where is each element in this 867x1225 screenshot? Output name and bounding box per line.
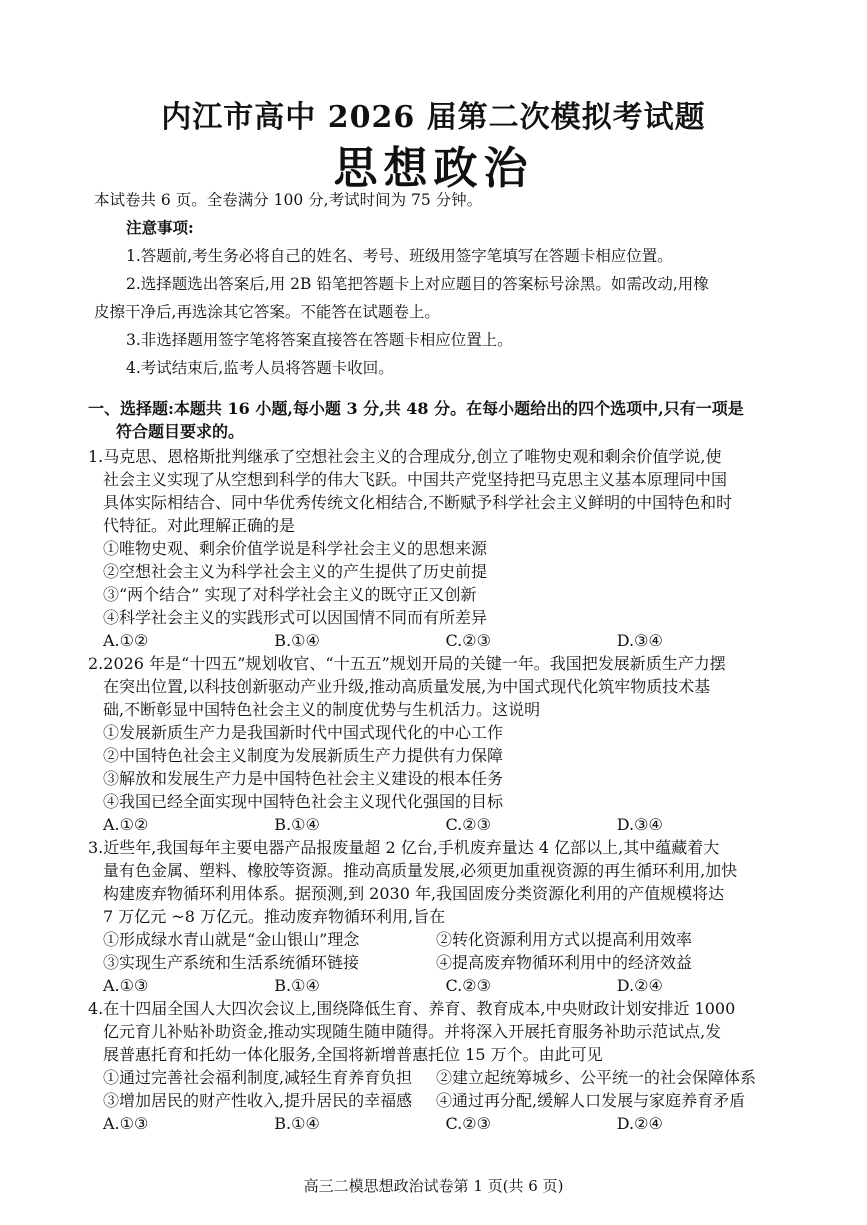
answer-choices: [88, 1112, 788, 1135]
notice-item: 2.选择题选出答案后,用 2B 铅笔把答题卡上对应题目的答案标号涂黑。如需改动,用橡: [126, 275, 709, 293]
choice-c: C.②③: [445, 815, 491, 834]
question-stem: 亿元育儿补贴补助资金,推动实现随生随申随得。并将深入开展托育服务补助示范试点,发: [103, 1022, 722, 1041]
choice-a: A.①③: [103, 976, 149, 995]
question-4: [88, 997, 788, 1135]
question-stem: 展普惠托育和托幼一体化服务,全国将新增普惠托位 15 万个。由此可见: [103, 1045, 603, 1064]
question-stem: 社会主义实现了从空想到科学的伟大飞跃。中国共产党坚持把马克思主义基本原理同中国: [103, 470, 728, 489]
question-stem: 代特征。对此理解正确的是: [103, 516, 296, 535]
question-3: [88, 836, 788, 997]
statement-option-row: [88, 951, 788, 974]
statement-option: ②中国特色社会主义制度为发展新质生产力提供有力保障: [103, 746, 504, 765]
question-1: [88, 445, 788, 652]
notice-item: 1.答题前,考生务必将自己的姓名、考号、班级用签字笔填写在答题卡相应位置。: [126, 247, 673, 265]
choice-b: B.①④: [274, 815, 320, 834]
section-heading: [88, 397, 788, 443]
section-heading-line: 符合题目要求的。: [116, 422, 245, 441]
statement-option: ③“两个结合” 实现了对科学社会主义的既守正又创新: [103, 585, 477, 604]
notice-heading: 注意事项:: [126, 218, 194, 237]
statement-option: ④通过再分配,缓解人口发展与家庭养育矛盾: [436, 1091, 746, 1110]
statement-option-row: [88, 928, 788, 951]
statement-option: ④我国已经全面实现中国特色社会主义现代化强国的目标: [103, 792, 504, 811]
question-stem: 量有色金属、塑料、橡胶等资源。推动高质量发展,必须更加重视资源的再生循环利用,加快: [103, 861, 738, 880]
statement-option: ①形成绿水青山就是“金山银山”理念: [103, 930, 360, 949]
choice-c: C.②③: [445, 976, 491, 995]
statement-option: ③解放和发展生产力是中国特色社会主义建设的根本任务: [103, 769, 504, 788]
page-footer: 高三二模思想政治试卷第 1 页(共 6 页): [303, 1177, 564, 1195]
choice-b: B.①④: [274, 976, 320, 995]
question-stem: 3.近些年,我国每年主要电器产品报废量超 2 亿台,手机废弃量达 4 亿部以上,其中蕴藏着大: [88, 838, 720, 857]
notice-item: 4.考试结束后,监考人员将答题卡收回。: [126, 359, 394, 377]
question-stem: 在突出位置,以科技创新驱动产业升级,推动高质量发展,为中国式现代化筑牢物质技术基: [103, 677, 711, 696]
statement-option: ②转化资源利用方式以提高利用效率: [436, 930, 693, 949]
question-stem: 构建废弃物循环利用体系。据预测,到 2030 年,我国固废分类资源化利用的产值规模将达: [103, 884, 725, 903]
question-stem: 2.2026 年是“十四五”规划收官、“十五五”规划开局的关键一年。我国把发展新质生产力摆: [88, 654, 726, 673]
subject-title: 思想政治: [333, 143, 534, 194]
statement-option: ④科学社会主义的实践形式可以因国情不同而有所差异: [103, 608, 488, 627]
notice-item-continued: 皮擦干净后,再选涂其它答案。不能答在试题卷上。: [94, 303, 440, 321]
statement-option: ②空想社会主义为科学社会主义的产生提供了历史前提: [103, 562, 488, 581]
answer-choices: [88, 974, 788, 997]
statement-option: ③增加居民的财产性收入,提升居民的幸福感: [103, 1091, 413, 1110]
statement-option: ④提高废弃物循环利用中的经济效益: [436, 953, 693, 972]
exam-info-line: 本试卷共 6 页。全卷满分 100 分,考试时间为 75 分钟。: [94, 191, 483, 209]
choice-d: D.②④: [616, 1114, 663, 1133]
answer-choices: [88, 813, 788, 836]
question-stem: 4.在十四届全国人大四次会议上,围绕降低生育、养育、教育成本,中央财政计划安排近 1000: [88, 999, 736, 1018]
choice-c: C.②③: [445, 1114, 491, 1133]
section-heading-line: 一、选择题:本题共 16 小题,每小题 3 分,共 48 分。在每小题给出的四个选项中,只有一项是: [88, 399, 744, 418]
statement-option: ②建立起统筹城乡、公平统一的社会保障体系: [436, 1068, 757, 1087]
choice-b: B.①④: [274, 1114, 320, 1133]
exam-title: 内江市高中 2026 届第二次模拟考试题: [161, 100, 706, 135]
choice-d: D.③④: [616, 815, 663, 834]
choice-b: B.①④: [274, 631, 320, 650]
choice-c: C.②③: [445, 631, 491, 650]
notice-item: 3.非选择题用签字笔将答案直接答在答题卡相应位置上。: [126, 331, 513, 349]
answer-choices: [88, 629, 788, 652]
statement-option: ③实现生产系统和生活系统循环链接: [103, 953, 360, 972]
exam-instructions: [94, 186, 784, 382]
statement-option: ①唯物史观、剩余价值学说是科学社会主义的思想来源: [103, 539, 488, 558]
question-stem: 具体实际相结合、同中华优秀传统文化相结合,不断赋予科学社会主义鲜明的中国特色和时: [103, 493, 733, 512]
statement-option-row: [88, 1089, 788, 1112]
question-list: [88, 445, 788, 1135]
question-stem: 1.马克思、恩格斯批判继承了空想社会主义的合理成分,创立了唯物史观和剩余价值学说,使: [88, 447, 722, 466]
statement-option: ①通过完善社会福利制度,减轻生育养育负担: [103, 1068, 413, 1087]
question-2: [88, 652, 788, 836]
statement-option: ①发展新质生产力是我国新时代中国式现代化的中心工作: [103, 723, 504, 742]
statement-option-row: [88, 1066, 788, 1089]
question-stem: 7 万亿元 ~8 万亿元。推动废弃物循环利用,旨在: [103, 907, 446, 926]
choice-a: A.①③: [103, 1114, 149, 1133]
choice-d: D.②④: [616, 976, 663, 995]
choice-d: D.③④: [616, 631, 663, 650]
choice-a: A.①②: [103, 631, 149, 650]
question-stem: 础,不断彰显中国特色社会主义的制度优势与生机活力。这说明: [103, 700, 541, 719]
choice-a: A.①②: [103, 815, 149, 834]
